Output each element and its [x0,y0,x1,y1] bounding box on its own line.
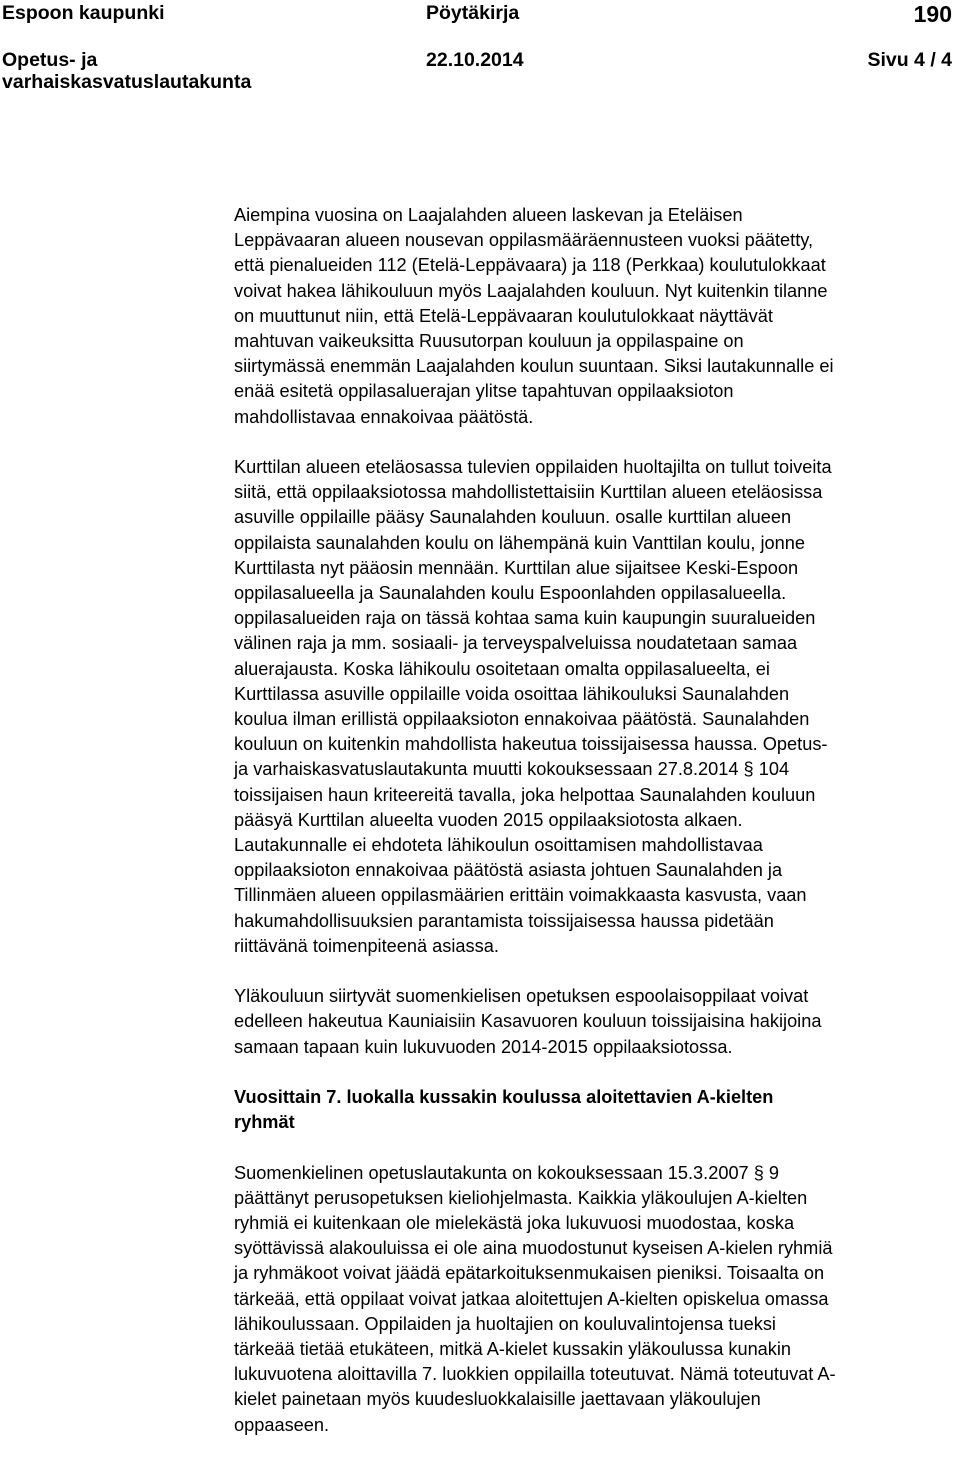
text-line: Kurttilasta nyt pääosin mennään. Kurttilan alue sijaitsee Keski-Espoon [234,557,799,578]
text-line: siirtymässä enemmän Laajalahden koulun suuntaan. Siksi lautakunnalle ei [234,356,834,377]
text-line: ryhmät [234,1112,295,1133]
body-paragraph [234,455,960,959]
text-line: Yläkouluun siirtyvät suomenkielisen opetuksen espoolaisoppilaat voivat [234,986,809,1007]
text-line: Aiempina vuosina on Laajalahden alueen laskevan ja Eteläisen [234,205,743,225]
text-line: aluerajausta. Koska lähikoulu osoitetaan omalta oppilasalueelta, ei [234,658,770,679]
text-line: mahdollistavaa ennakoivaa päätöstä. [234,406,534,427]
text-line: siitä, että oppilaaksiotossa mahdollistettaisiin Kurttilan alueen eteläosissa [234,482,823,503]
text-line: lukuvuotena aloittavilla 7. luokkien oppilailla toteutuvat. Nämä toteutuvat A- [234,1364,836,1385]
text-line: Kurttilassa asuville oppilaille voida osoittaa lähikouluksi Saunalahden [234,683,790,704]
text-line: riittävänä toimenpiteenä asiassa. [234,935,499,956]
text-line: oppilaista saunalahden koulu on lähempänä kuin Vanttilan koulu, jonne [234,532,805,553]
text-line: ja ryhmäkoot voivat jäädä epätarkoituksenmukaisen pieniksi. Toisaalta on [234,1263,825,1284]
document-type: Pöytäkirja [426,2,520,24]
text-line: toissijaisen haun kriteereitä tavalla, joka helpottaa Saunalahden kouluun [234,784,816,805]
text-line: syöttävissä alakouluissa ei ole aina muodostunut kyseisen A-kielen ryhmiä [234,1238,833,1259]
text-line: enää esitetä oppilasaluerajan ylitse tapahtuvan oppilaaksioton [234,381,734,402]
text-line: kielet painetaan myös kuudesluokkalaisille jaettavaan yläkoulujen [234,1389,761,1410]
section-number: 190 [913,1,952,27]
text-line: mahtuvan vaikeuksitta Ruusutorpan kouluun ja oppilaspaine on [234,331,744,352]
text-line: ryhmiä ei kuitenkaan ole mielekästä joka lukuvuosi muodostaa, koska [234,1213,795,1234]
text-line: oppilasalueella ja Saunalahden koulu Espoonlahden oppilasalueella. [234,583,787,604]
body-paragraph [234,984,960,1060]
document-body [234,203,960,1463]
text-line: asuville oppilaille pääsy Saunalahden kouluun. osalle kurttilan alueen [234,507,792,528]
text-line: välinen raja ja mm. sosiaali- ja terveyspalveluissa noudatetaan samaa [234,633,798,654]
body-paragraph [234,1161,960,1438]
page-number: Sivu 4 / 4 [867,49,952,71]
text-line: oppilaaksioton ennakoivaa päätöstä asiasta johtuen Saunalahden ja [234,860,783,881]
text-line: pääsyä Kurttilan alueelta vuoden 2015 oppilaaksiotosta alkaen. [234,809,743,830]
text-line: Tillinmäen alueen oppilasmäärien erittäin voimakkaasta kasvusta, vaan [234,885,807,906]
text-line: voivat hakea lähikouluun myös Laajalahden kouluun. Nyt kuitenkin tilanne [234,280,828,301]
text-line: ja varhaiskasvatuslautakunta muutti kokouksessaan 27.8.2014 § 104 [234,759,790,780]
text-line: hakumahdollisuuksien parantamista toissijaisessa haussa pidetään [234,910,774,931]
text-line: koulua ilman erillistä oppilaaksioton ennakoivaa päätöstä. Saunalahden [234,709,810,730]
committee-name-line2: varhaiskasvatuslautakunta [2,71,252,93]
text-line: Kurttilan alueen eteläosassa tulevien oppilaiden huoltajilta on tullut toiveita [234,457,832,478]
text-line: että pienalueiden 112 (Etelä-Leppävaara) ja 118 (Perkkaa) koulutulokkaat [234,255,826,276]
body-paragraph [234,203,960,430]
text-line: kouluun on kuitenkin mahdollista hakeutua toissijaisessa haussa. Opetus- [234,734,828,755]
text-line: päättänyt perusopetuksen kieliohjelmasta. Kaikkia yläkoulujen A-kielten [234,1187,808,1208]
text-line: Suomenkielinen opetuslautakunta on kokouksessaan 15.3.2007 § 9 [234,1162,780,1183]
committee-name-line1: Opetus- ja [2,49,98,71]
text-line: Vuosittain 7. luokalla kussakin koulussa aloitettavien A-kielten [234,1087,774,1108]
text-line: oppaaseen. [234,1414,330,1435]
section-heading [234,1085,960,1135]
text-line: samaan tapaan kuin lukuvuoden 2014-2015 oppilaaksiotossa. [234,1036,733,1057]
text-line: tärkeää, että oppilaat voivat jatkaa aloitettujen A-kielten opiskelua omassa [234,1288,829,1309]
organization-name: Espoon kaupunki [2,2,165,24]
text-line: Lautakunnalle ei ehdoteta lähikoulun osoittamisen mahdollistavaa [234,835,763,856]
text-line: on muuttunut niin, että Etelä-Leppävaaran koulutulokkaat näyttävät [234,305,773,326]
meeting-date: 22.10.2014 [426,49,524,71]
text-line: edelleen hakeutua Kauniaisiin Kasavuoren kouluun toissijaisina hakijoina [234,1011,822,1032]
text-line: lähikoulussaan. Oppilaiden ja huoltajien on kouluvalintojensa tueksi [234,1313,776,1334]
text-line: oppilasalueiden raja on tässä kohtaa sama kuin kaupungin suuralueiden [234,608,816,629]
text-line: tärkeää tietää etukäteen, mitkä A-kielet kussakin yläkoulussa kunakin [234,1339,792,1360]
text-line: Leppävaaran alueen nousevan oppilasmääräennusteen vuoksi päätetty, [234,230,814,251]
